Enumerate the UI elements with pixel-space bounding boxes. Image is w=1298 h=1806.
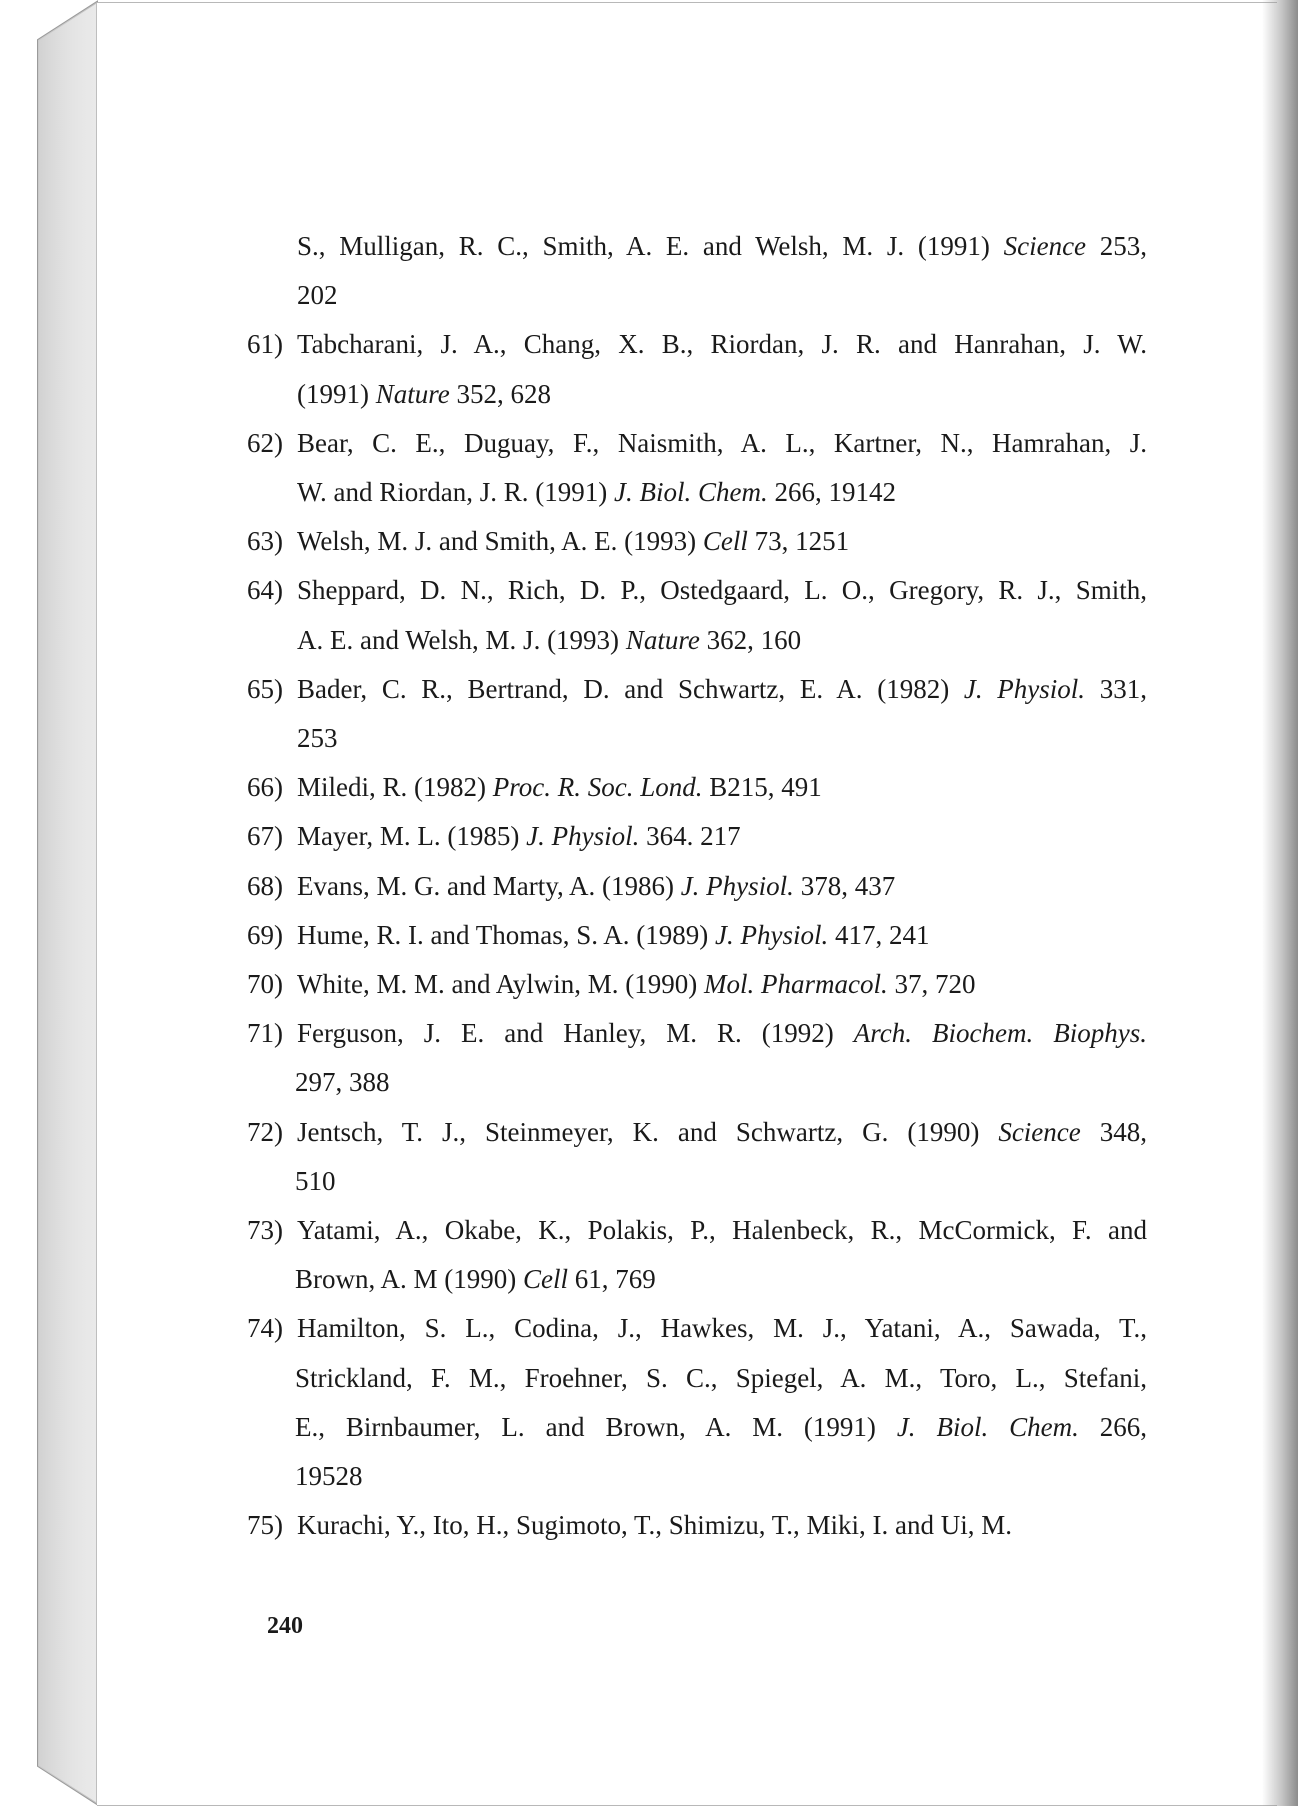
reference-text: 202 [297, 280, 338, 311]
journal-name: J. Physiol. [680, 870, 794, 901]
reference-text: S., Mulligan, R. C., Smith, A. E. and Welsh, M. J. (1991) [297, 231, 1004, 261]
reference-text: 348, [1080, 1116, 1147, 1147]
reference-text: 417, 241 [828, 919, 930, 950]
reference-text: White, M. M. and Aylwin, M. (1990) [297, 969, 704, 999]
reference-line [295, 1459, 363, 1493]
page-right-shadow [1262, 0, 1298, 1806]
reference-number: 65) [247, 673, 283, 704]
journal-name: Arch. Biochem. Biophys. [853, 1018, 1147, 1049]
journal-name: J. Biol. Chem. [613, 477, 768, 507]
reference-text: 362, 160 [699, 624, 802, 655]
reference-number: 71) [247, 1018, 283, 1049]
journal-name: Cell [523, 1264, 568, 1295]
reference-text: Yatami, A., Okabe, K., Polakis, P., Halenbeck, R., McCormick, F. and [297, 1215, 1147, 1245]
reference-line [297, 573, 1147, 607]
reference-number: 74) [247, 1313, 283, 1344]
reference-text: A. E. and Welsh, M. J. (1993) [297, 624, 626, 655]
reference-text: E., Birnbaumer, L. and Brown, A. M. (1991) [295, 1411, 897, 1442]
reference-number: 63) [247, 526, 283, 557]
journal-name: J. Physiol. [714, 919, 829, 950]
journal-name: Nature [375, 378, 450, 409]
reference-text: Mayer, M. L. (1985) [297, 821, 527, 852]
journal-name: J. Biol. Chem. [896, 1411, 1079, 1442]
reference-line [297, 819, 741, 853]
reference-line [297, 377, 551, 411]
reference-text: B215, 491 [702, 772, 822, 803]
reference-text: W. and Riordan, J. R. (1991) [297, 477, 614, 507]
reference-text: Welsh, M. J. and Smith, A. E. (1993) [297, 526, 703, 557]
reference-text: Evans, M. G. and Marty, A. (1986) [297, 870, 681, 901]
reference-line [297, 1016, 1147, 1050]
reference-text: 510 [295, 1165, 336, 1196]
reference-text: 331, [1085, 673, 1147, 704]
reference-text: Bader, C. R., Bertrand, D. and Schwartz, E. A. (1982) [297, 673, 964, 704]
reference-line [297, 721, 338, 755]
journal-name: Science [998, 1116, 1081, 1147]
reference-number: 72) [247, 1116, 283, 1147]
reference-number: 67) [247, 821, 283, 852]
reference-number: 75) [247, 1510, 283, 1541]
reference-text: Tabcharani, J. A., Chang, X. B., Riordan, J. R. and Hanrahan, J. W. [297, 329, 1147, 360]
reference-text: Jentsch, T. J., Steinmeyer, K. and Schwartz, G. (1990) [297, 1116, 999, 1147]
reference-text: 297, 388 [295, 1067, 390, 1098]
journal-name: Science [1003, 231, 1087, 261]
reference-text: Sheppard, D. N., Rich, D. P., Ostedgaard, L. O., Gregory, R. J., Smith, [297, 575, 1147, 606]
reference-line [295, 1361, 1147, 1395]
page-number: 240 [267, 1613, 303, 1639]
reference-line [295, 1262, 656, 1296]
reference-number: 68) [247, 870, 283, 901]
reference-number: 70) [247, 969, 283, 999]
reference-text: Miledi, R. (1982) [297, 772, 493, 803]
reference-line [297, 869, 895, 903]
reference-text: Hume, R. I. and Thomas, S. A. (1989) [297, 919, 715, 950]
reference-line [297, 967, 975, 1001]
journal-name: Nature [625, 624, 700, 655]
journal-name: Mol. Pharmacol. [704, 969, 888, 999]
reference-text: 266, 19142 [767, 477, 896, 507]
reference-text: 266, [1078, 1411, 1147, 1442]
journal-name: J. Physiol. [526, 821, 640, 852]
reference-text: Strickland, F. M., Froehner, S. C., Spiegel, A. M., Toro, L., Stefani, [295, 1362, 1147, 1393]
reference-number: 62) [247, 427, 283, 458]
reference-line [297, 918, 929, 952]
reference-line [295, 1410, 1147, 1444]
reference-text: 19528 [295, 1461, 363, 1491]
reference-line [297, 623, 801, 657]
journal-name: Cell [702, 526, 748, 557]
reference-text: 253 [297, 723, 338, 753]
reference-line [297, 278, 338, 312]
reference-text: 61, 769 [568, 1264, 656, 1295]
reference-line [297, 229, 1147, 263]
reference-text: 352, 628 [449, 378, 551, 409]
reference-number: 66) [247, 772, 283, 803]
reference-text: Bear, C. E., Duguay, F., Naismith, A. L., Kartner, N., Hamrahan, J. [297, 427, 1147, 458]
reference-line [295, 1164, 336, 1198]
reference-text: 73, 1251 [747, 526, 850, 557]
document-page [97, 2, 1277, 1806]
reference-line [297, 1508, 1012, 1542]
reference-number: 69) [247, 919, 283, 950]
reference-number: 61) [247, 329, 283, 360]
reference-text: 253, [1086, 231, 1147, 261]
reference-line [297, 672, 1147, 706]
journal-name: Proc. R. Soc. Lond. [492, 772, 703, 803]
reference-line [297, 770, 822, 804]
reference-line [297, 327, 1147, 361]
reference-number: 64) [247, 575, 283, 606]
reference-text: Kurachi, Y., Ito, H., Sugimoto, T., Shimizu, T., Miki, I. and Ui, M. [297, 1510, 1012, 1541]
reference-text: Ferguson, J. E. and Hanley, M. R. (1992) [297, 1018, 854, 1049]
reference-text: 37, 720 [887, 969, 976, 999]
reference-text: 364. 217 [639, 821, 741, 852]
reference-line [297, 475, 896, 509]
reference-line [297, 524, 849, 558]
reference-text: (1991) [297, 378, 376, 409]
reference-text: Hamilton, S. L., Codina, J., Hawkes, M. J., Yatani, A., Sawada, T., [297, 1313, 1147, 1344]
reference-line [295, 1065, 390, 1099]
reference-text: Brown, A. M (1990) [295, 1264, 523, 1295]
reference-line [297, 1213, 1147, 1247]
reference-line [297, 426, 1147, 460]
reference-line [297, 1311, 1147, 1345]
reference-number: 73) [247, 1215, 283, 1245]
reference-line [297, 1115, 1147, 1149]
journal-name: J. Physiol. [963, 673, 1086, 704]
reference-text: 378, 437 [793, 870, 896, 901]
